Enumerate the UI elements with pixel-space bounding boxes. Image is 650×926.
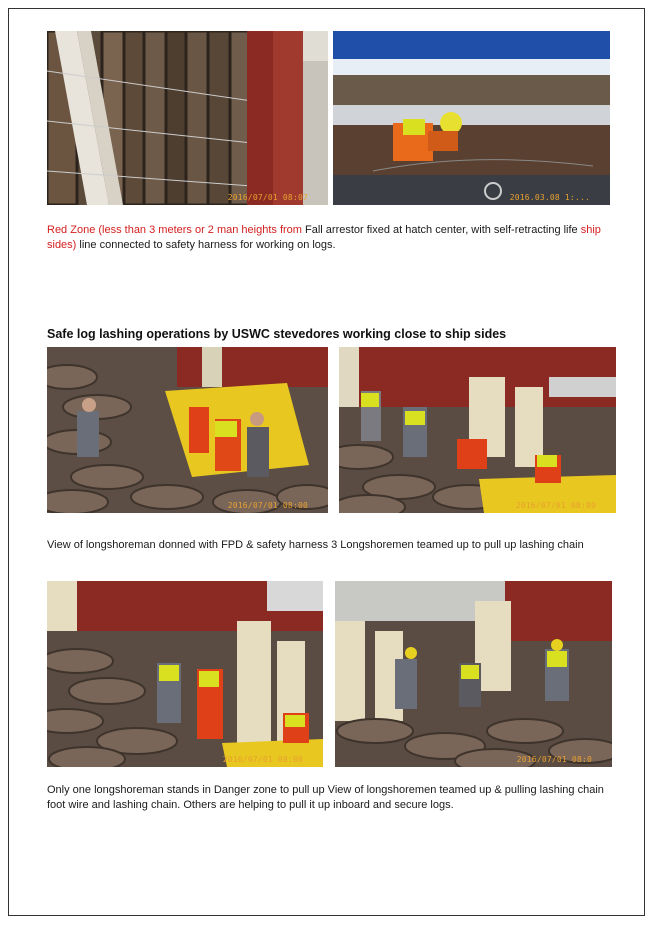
- photo-timestamp: 2016/07/01 08:00: [222, 755, 303, 764]
- caption-red-zone: [47, 223, 607, 253]
- photo-timestamp: 2016/07/01 08:0: [516, 755, 592, 764]
- photo-logs-stack: [47, 31, 328, 205]
- photo-timestamp: 2016/07/01 08:07: [227, 193, 308, 202]
- caption-red-text: Red Zone (less than 3 meters or 2 man heights from: [47, 224, 302, 236]
- photo-timestamp: 2016/07/01 08:00: [515, 501, 596, 510]
- photo-longshoreman-fpd: [47, 347, 328, 513]
- caption-fpd-harness: View of longshoreman donned with FPD & safety harness 3 Longshoremen teamed up to pull up lashing chain: [47, 539, 584, 551]
- caption-text: Fall arrestor fixed at hatch center, with self-retracting life: [301, 224, 581, 236]
- photo-timestamp: 2016/07/01 08:00: [227, 501, 308, 510]
- section-heading: Safe log lashing operations by USWC stevedores working close to ship sides: [47, 327, 507, 341]
- photo-team-pulling-chain: [335, 581, 612, 767]
- photo-danger-zone: [47, 581, 323, 767]
- photo-timestamp: 2016.03.08 1:...: [509, 193, 590, 202]
- caption-danger-zone: Only one longshoreman stands in Danger zone to pull up View of longshoremen teamed up & pulling lashing chain foot wire and lashing chain. Others are helping to pull it up inboard and secure logs.: [47, 784, 604, 811]
- caption-red-text: ship sides): [47, 224, 601, 251]
- caption-text: line connected to safety harness for working on logs.: [76, 239, 336, 251]
- photo-fall-arrestor: [333, 31, 610, 205]
- document-page: [8, 8, 645, 916]
- photo-three-longshoremen: [339, 347, 616, 513]
